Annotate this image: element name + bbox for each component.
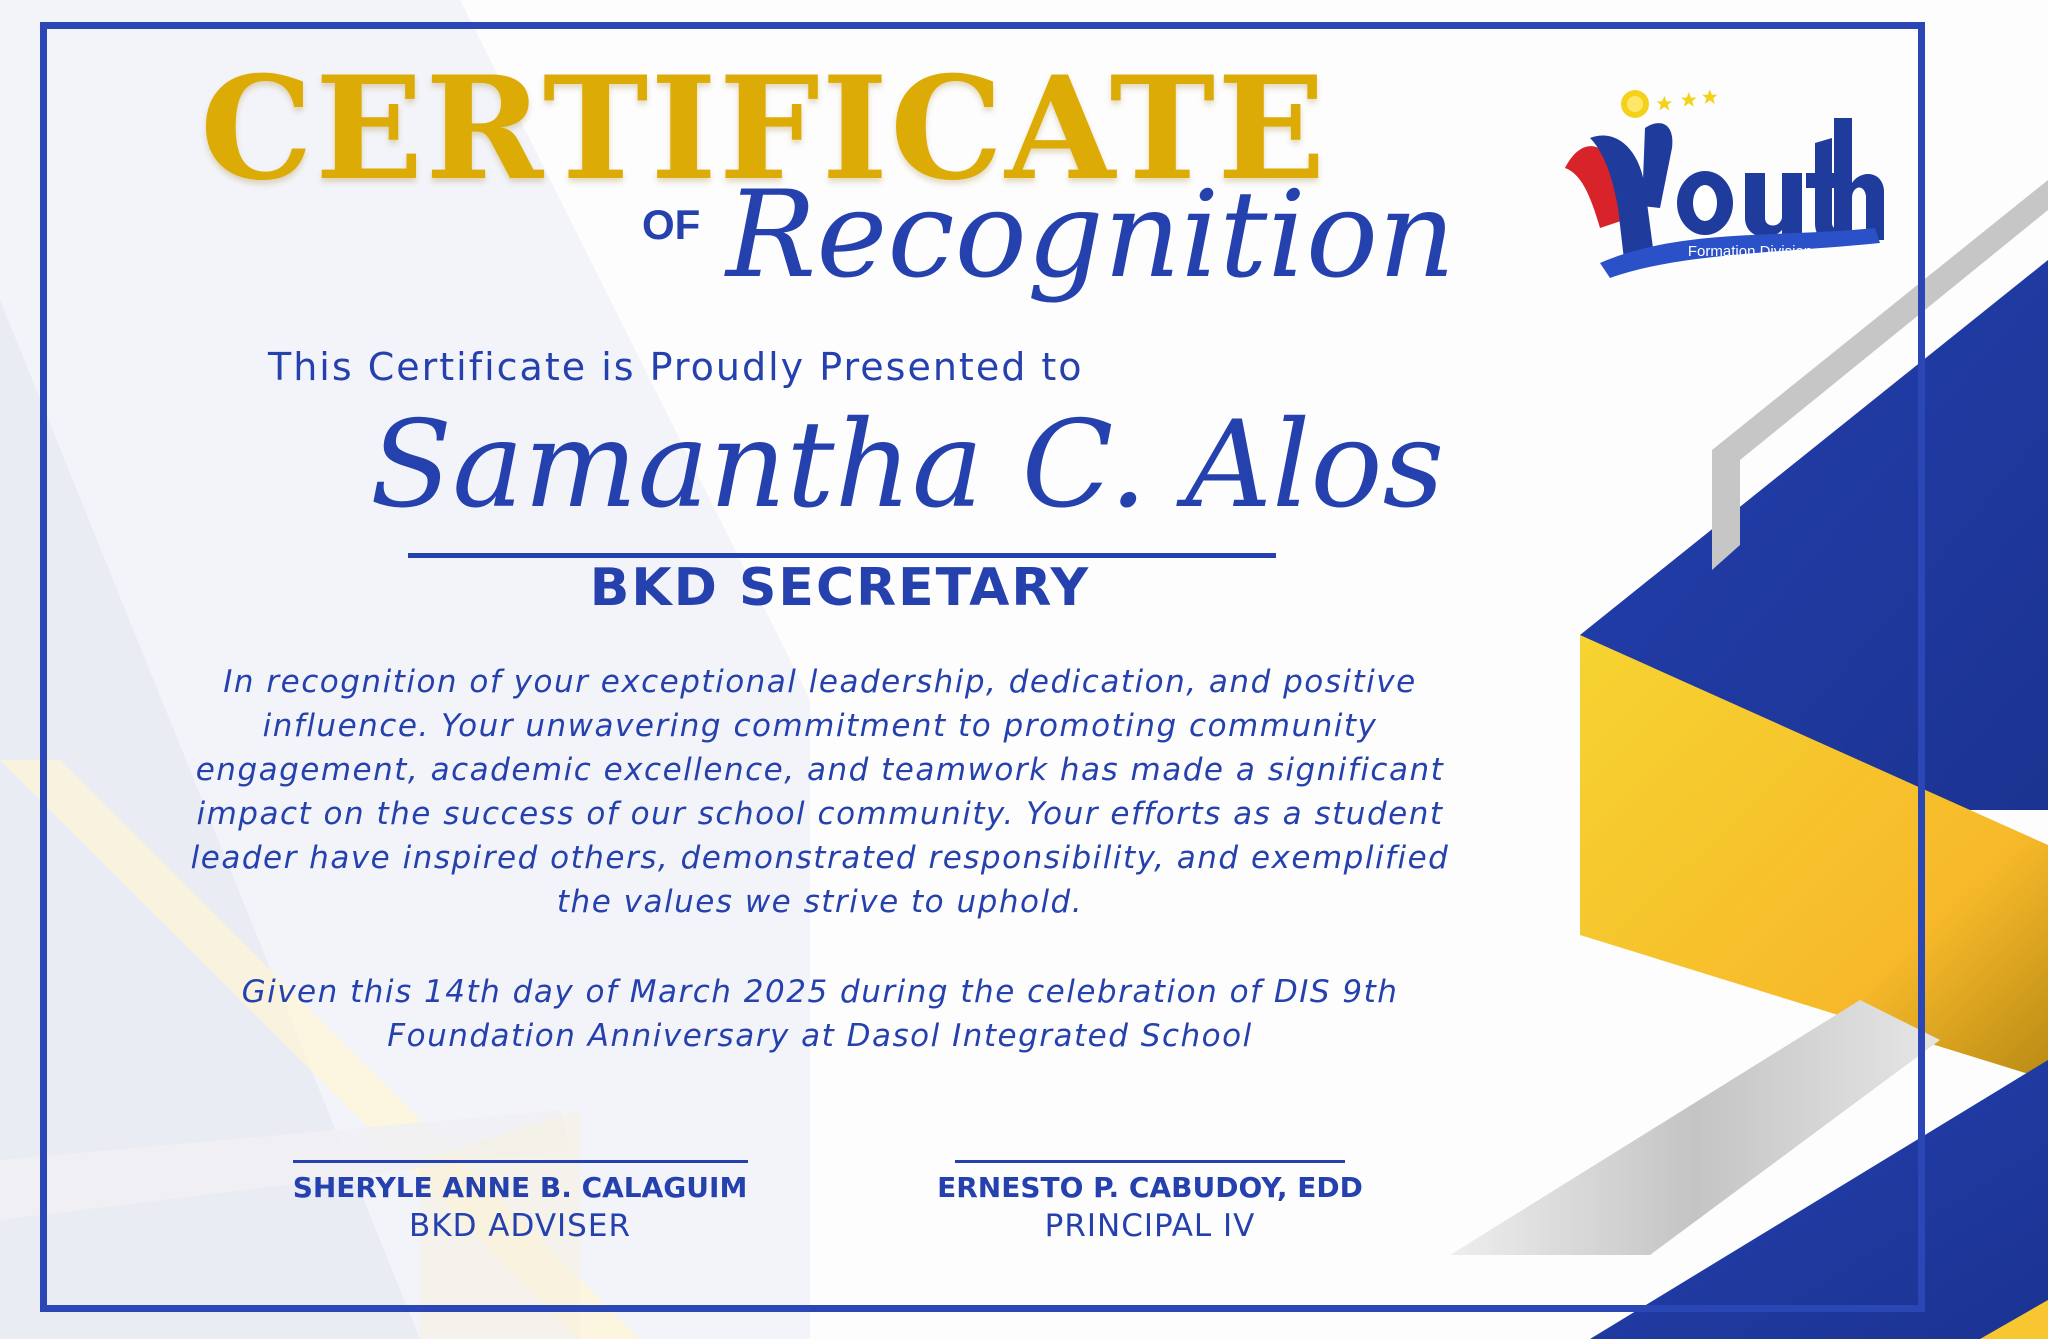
signature-line <box>293 1160 748 1163</box>
body-line: the values we strive to uphold. <box>556 884 1084 920</box>
signatory-name: ERNESTO P. CABUDOY, EDD <box>937 1171 1363 1204</box>
youth-formation-division-logo-icon <box>1560 78 1890 278</box>
certificate-title: CERTIFICATE <box>200 46 1328 212</box>
certificate-subtitle-of: OF <box>642 201 701 248</box>
logo-caption: Formation Division <box>1687 243 1813 260</box>
body-line: influence. Your unwavering commitment to promoting community <box>262 708 1378 744</box>
body-line: In recognition of your exceptional leadership, dedication, and positive <box>223 664 1417 700</box>
body-line: engagement, academic excellence, and teamwork has made a significant <box>195 752 1445 788</box>
recipient-name: Samantha C. Alos <box>370 396 1445 535</box>
given-date-text <box>140 970 1500 1058</box>
presented-to-text: This Certificate is Proudly Presented to <box>268 345 1084 389</box>
certificate-subtitle: Recognition <box>726 166 1456 305</box>
given-line: Given this 14th day of March 2025 during the celebration of DIS 9th <box>241 974 1399 1010</box>
signature-line <box>955 1160 1345 1163</box>
signatory-title: BKD ADVISER <box>408 1208 631 1244</box>
body-line: leader have inspired others, demonstrated responsibility, and exemplified <box>190 840 1450 876</box>
signatory-title: PRINCIPAL IV <box>1044 1208 1256 1244</box>
signatory-adviser <box>270 1160 770 1244</box>
given-line: Foundation Anniversary at Dasol Integrated School <box>387 1018 1253 1054</box>
recognition-body <box>140 660 1500 924</box>
signatory-name: SHERYLE ANNE B. CALAGUIM <box>292 1171 748 1204</box>
body-line: impact on the success of our school community. Your efforts as a student <box>196 796 1444 832</box>
signatory-principal <box>900 1160 1400 1244</box>
recipient-position: BKD SECRETARY <box>589 558 1091 618</box>
